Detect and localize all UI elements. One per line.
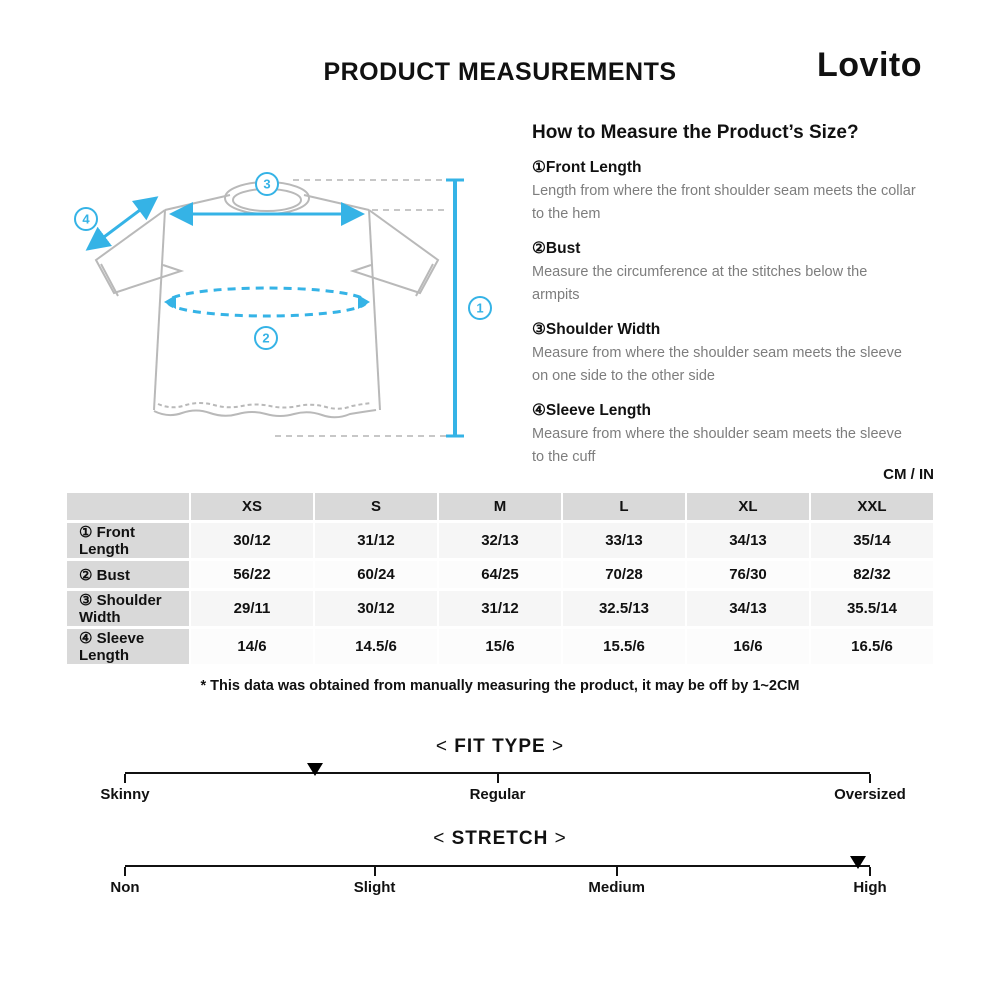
axis-tick <box>124 867 126 876</box>
size-col-xs: XS <box>191 493 313 520</box>
callouts <box>75 173 491 349</box>
bracket-right: > <box>554 828 567 849</box>
table-cell: 56/22 <box>191 561 313 588</box>
table-row-shoulder-width <box>67 591 933 626</box>
table-cell: 31/12 <box>439 591 561 626</box>
axis-tick <box>869 774 871 783</box>
how-to-item-description: Length from where the front shoulder seam meets the collar to the hem <box>532 183 916 222</box>
item-label: Sleeve Length <box>545 402 651 419</box>
callout-4-label: 4 <box>82 211 90 227</box>
table-row-bust <box>67 561 933 588</box>
units-label: CM / IN <box>883 466 934 483</box>
measurement-disclaimer: * This data was obtained from manually measuring the product, it may be off by 1~2CM <box>200 678 800 694</box>
table-cell: 16/6 <box>687 629 809 664</box>
size-table-corner-cell <box>67 493 189 520</box>
axis-tick <box>124 774 126 783</box>
how-to-item-shoulder-width <box>532 320 917 388</box>
how-to-measure-section <box>532 122 917 469</box>
table-cell: 29/11 <box>191 591 313 626</box>
stretch-axis <box>110 865 887 896</box>
table-cell: 16.5/6 <box>811 629 933 664</box>
how-to-item-heading <box>532 239 917 258</box>
row-label: ② Bust <box>67 561 189 588</box>
axis-tick <box>374 867 376 876</box>
fit-label-skinny: Skinny <box>100 786 150 803</box>
table-cell: 35/14 <box>811 523 933 558</box>
size-table <box>65 490 935 667</box>
callout-1-label: 1 <box>476 300 484 316</box>
stretch-marker <box>850 856 866 869</box>
table-cell: 33/13 <box>563 523 685 558</box>
axis-tick <box>616 867 618 876</box>
item-label: Front Length <box>545 159 642 176</box>
fit-type-marker <box>307 763 323 776</box>
table-cell: 31/12 <box>315 523 437 558</box>
fit-type-title <box>0 736 1000 758</box>
size-col-xl: XL <box>687 493 809 520</box>
table-cell: 60/24 <box>315 561 437 588</box>
size-table-header-row <box>67 493 933 520</box>
table-cell: 14/6 <box>191 629 313 664</box>
callout-2-label: 2 <box>262 330 270 346</box>
stretch-title-text: STRETCH <box>451 828 549 849</box>
how-to-item-description: Measure the circumference at the stitches below the armpits <box>532 264 868 303</box>
item-label: Bust <box>545 240 581 257</box>
stretch-label-high: High <box>853 879 887 896</box>
callout-3-label: 3 <box>263 176 271 192</box>
hem-stitch-line <box>158 403 372 409</box>
guide-lines <box>275 180 448 436</box>
bust-ellipse <box>168 288 366 316</box>
table-cell: 30/12 <box>315 591 437 626</box>
table-cell: 70/28 <box>563 561 685 588</box>
table-cell: 34/13 <box>687 591 809 626</box>
fit-type-title-text: FIT TYPE <box>454 736 546 757</box>
how-to-item-description: Measure from where the shoulder seam meets the sleeve to the cuff <box>532 426 902 465</box>
row-label: ③ Shoulder Width <box>67 591 189 626</box>
size-col-s: S <box>315 493 437 520</box>
item-number: ② <box>532 240 546 257</box>
fit-label-oversized: Oversized <box>834 786 906 803</box>
table-cell: 82/32 <box>811 561 933 588</box>
axis-tick <box>869 867 871 876</box>
table-row-sleeve-length <box>67 629 933 664</box>
item-number: ③ <box>532 321 546 338</box>
size-col-m: M <box>439 493 561 520</box>
row-label: ④ Sleeve Length <box>67 629 189 664</box>
how-to-title: How to Measure the Product’s Size? <box>532 122 859 143</box>
size-col-xxl: XXL <box>811 493 933 520</box>
table-row-front-length <box>67 523 933 558</box>
bust-arrow-left <box>164 295 176 309</box>
how-to-item-front-length <box>532 158 917 226</box>
bust-arrow-right <box>358 295 370 309</box>
left-cuff-stitch <box>101 264 118 296</box>
table-cell: 35.5/14 <box>811 591 933 626</box>
how-to-item-heading <box>532 320 917 339</box>
bracket-left: < <box>433 828 446 849</box>
tshirt-outline <box>96 182 438 417</box>
stretch-label-non: Non <box>110 879 140 896</box>
item-number: ① <box>532 159 546 176</box>
item-label: Shoulder Width <box>545 321 661 338</box>
table-cell: 15.5/6 <box>563 629 685 664</box>
table-cell: 76/30 <box>687 561 809 588</box>
bracket-left: < <box>435 736 449 757</box>
tshirt-diagram-svg <box>50 162 520 462</box>
page-title: PRODUCT MEASUREMENTS <box>323 58 677 86</box>
table-cell: 30/12 <box>191 523 313 558</box>
measurement-marks <box>88 180 464 436</box>
how-to-item-bust <box>532 239 917 307</box>
fit-label-regular: Regular <box>469 786 526 803</box>
size-col-l: L <box>563 493 685 520</box>
how-to-item-description: Measure from where the shoulder seam meets the sleeve on one side to the other side <box>532 345 902 384</box>
fit-type-axis <box>100 772 906 803</box>
table-cell: 14.5/6 <box>315 629 437 664</box>
axis-tick <box>497 774 499 783</box>
brand-logo: Lovito <box>817 46 922 84</box>
bracket-right: > <box>551 736 565 757</box>
tshirt-measurement-diagram <box>50 162 520 462</box>
right-cuff-stitch <box>416 264 433 296</box>
item-number: ④ <box>532 402 546 419</box>
table-cell: 32/13 <box>439 523 561 558</box>
hem-line <box>154 410 376 417</box>
how-to-item-sleeve-length <box>532 401 917 469</box>
stretch-label-slight: Slight <box>353 879 396 896</box>
table-cell: 64/25 <box>439 561 561 588</box>
how-to-item-heading <box>532 158 917 177</box>
table-cell: 34/13 <box>687 523 809 558</box>
stretch-title <box>0 828 1000 850</box>
stretch-label-medium: Medium <box>588 879 646 896</box>
row-label: ① Front Length <box>67 523 189 558</box>
table-cell: 32.5/13 <box>563 591 685 626</box>
how-to-item-heading <box>532 401 917 420</box>
table-cell: 15/6 <box>439 629 561 664</box>
